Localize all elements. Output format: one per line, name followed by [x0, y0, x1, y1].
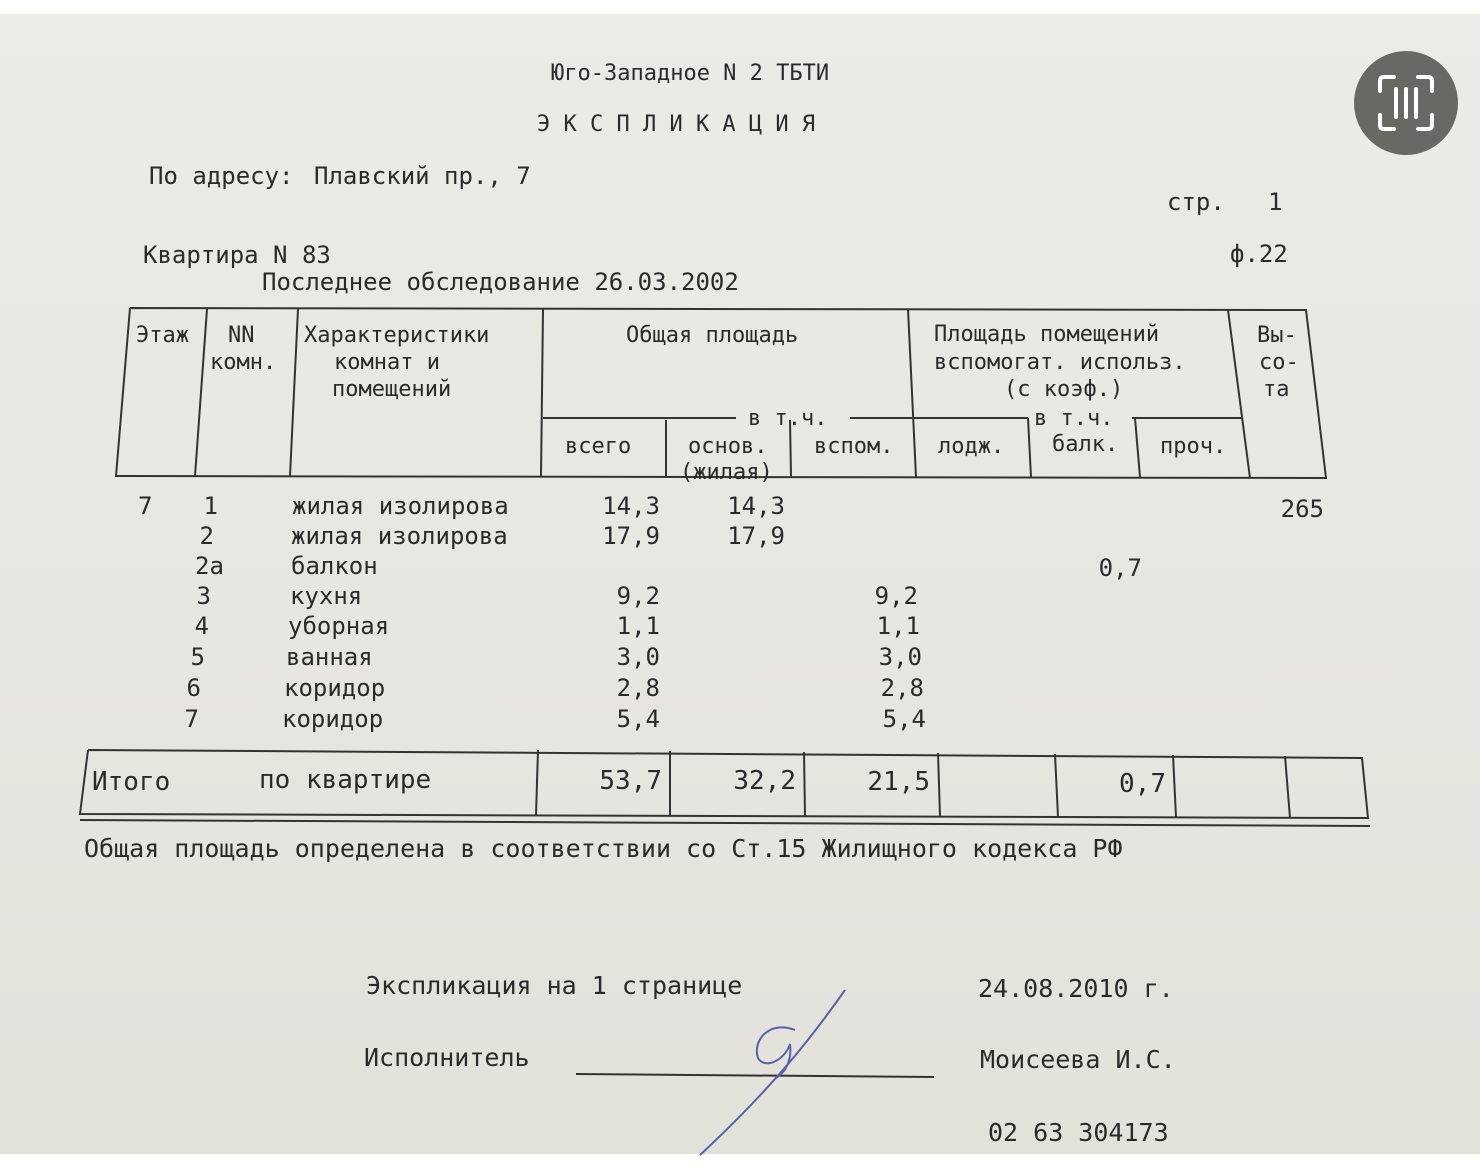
cell-room: 3: [196, 582, 211, 610]
header-height-3: та: [1263, 377, 1290, 402]
cell-aux: 3,0: [878, 643, 922, 671]
totals-label-1: Итого: [92, 767, 171, 797]
signature-line: [576, 1074, 934, 1077]
apartment-number: Квартира N 83: [143, 241, 331, 269]
header-loggia: лодж.: [938, 434, 1005, 459]
col-line-balcony: [1135, 418, 1140, 477]
header-aux-area-1: Площадь помещений: [934, 322, 1160, 347]
cell-room: 2: [199, 522, 214, 550]
cell-aux: 1,1: [876, 612, 920, 640]
signature-loop: [757, 1027, 795, 1078]
page-number: 1: [1268, 188, 1283, 216]
cell-total: 2,8: [616, 674, 660, 702]
totals-balcony: 0,7: [1119, 769, 1166, 799]
cell-desc: уборная: [288, 612, 390, 640]
header-height-1: Вы-: [1257, 323, 1297, 348]
cell-floor: 7: [138, 492, 153, 520]
col-line-total-area: [908, 309, 916, 477]
cell-desc: балкон: [291, 552, 378, 580]
col-line-room: [290, 309, 298, 476]
cell-total: 1,1: [616, 612, 660, 640]
cell-desc: жилая изолирова: [291, 522, 508, 550]
totals-double-line: [80, 820, 1370, 826]
cell-height: 265: [1280, 495, 1324, 523]
cell-total: 3,0: [616, 643, 660, 671]
col-line-loggia: [1028, 418, 1031, 477]
header-room-no-2: комн.: [210, 350, 277, 375]
header-incl-2: в т.ч.: [1034, 406, 1114, 431]
cell-room: 1: [203, 492, 218, 520]
cell-total: 5,4: [616, 705, 660, 733]
header-main-1: основ.: [688, 434, 768, 459]
header-incl: в т.ч.: [748, 406, 828, 431]
last-inspection: Последнее обследование 26.03.2002: [262, 268, 739, 296]
scan-button[interactable]: [1354, 51, 1458, 155]
signature-stroke-long: [700, 990, 845, 1155]
header-char-1: Характеристики: [304, 323, 490, 348]
document-scan-icon: [1354, 51, 1458, 155]
header-floor: Этаж: [136, 323, 189, 348]
executor-label: Исполнитель: [364, 1043, 530, 1072]
form-number: ф.22: [1230, 240, 1288, 268]
cell-desc: ванная: [286, 643, 373, 671]
totals-total: 53,7: [599, 766, 662, 796]
document-title: Э К С П Л И К А Ц И Я: [537, 112, 816, 137]
cell-desc: коридор: [282, 705, 384, 733]
cell-main: 17,9: [727, 522, 785, 550]
header-other: проч.: [1160, 434, 1227, 459]
document-code: 02 63 304173: [988, 1118, 1169, 1147]
cell-total: 17,9: [602, 522, 660, 550]
page-label: стр.: [1167, 188, 1225, 216]
totals-col-6: [1173, 755, 1176, 817]
address-value: Плавский пр., 7: [314, 162, 531, 190]
totals-main: 32,2: [733, 766, 796, 796]
header-char-3: помещений: [332, 377, 452, 402]
totals-col-1: [536, 750, 538, 815]
col-line-aux-area: [1228, 310, 1250, 478]
cell-room: 6: [186, 674, 201, 702]
cell-aux: 5,4: [882, 705, 926, 733]
cell-main: 14,3: [727, 492, 785, 520]
totals-col-4: [938, 753, 940, 816]
header-aux: вспом.: [814, 434, 894, 459]
executor-name: Моисеева И.С.: [980, 1045, 1176, 1074]
cell-desc: коридор: [284, 674, 386, 702]
cell-room: 2а: [195, 552, 224, 580]
cell-total: 14,3: [602, 492, 660, 520]
header-char-2: комнат и: [334, 350, 440, 375]
header-total-area: Общая площадь: [626, 323, 799, 348]
cell-aux: 9,2: [874, 582, 918, 610]
header-aux-area-3: (с коэф.): [1004, 377, 1124, 402]
handwritten-signature: [700, 990, 845, 1155]
cell-total: 9,2: [616, 582, 660, 610]
cell-aux: 2,8: [880, 674, 924, 702]
totals-aux: 21,5: [867, 767, 930, 797]
header-main-2: (жилая): [680, 460, 773, 485]
area-note: Общая площадь определена в соответствии со Ст.15 Жилищного кодекса РФ: [84, 834, 1123, 863]
col-line-desc: [541, 309, 543, 476]
header-all: всего: [565, 434, 632, 459]
col-line-floor: [195, 309, 207, 476]
header-aux-area-2: вспомогат. использ.: [934, 350, 1186, 375]
totals-col-7: [1285, 756, 1290, 818]
issue-date: 24.08.2010 г.: [978, 974, 1174, 1003]
cell-balcony: 0,7: [1098, 554, 1142, 582]
cell-desc: кухня: [290, 582, 363, 610]
org-name: Юго-Западное N 2 ТБТИ: [551, 61, 830, 86]
header-balcony: балк.: [1052, 432, 1119, 457]
cell-room: 7: [184, 705, 199, 733]
cell-room: 4: [194, 612, 209, 640]
cell-room: 5: [190, 643, 205, 671]
header-room-no-1: NN: [228, 323, 255, 348]
totals-col-5: [1055, 754, 1058, 817]
cell-desc: жилая изолирова: [292, 492, 509, 520]
totals-col-3: [804, 752, 805, 816]
address-label: По адресу:: [149, 162, 294, 190]
header-height-2: со-: [1259, 350, 1299, 375]
pages-count: Экспликация на 1 странице: [366, 971, 743, 1000]
totals-label-2: по квартире: [259, 765, 432, 795]
